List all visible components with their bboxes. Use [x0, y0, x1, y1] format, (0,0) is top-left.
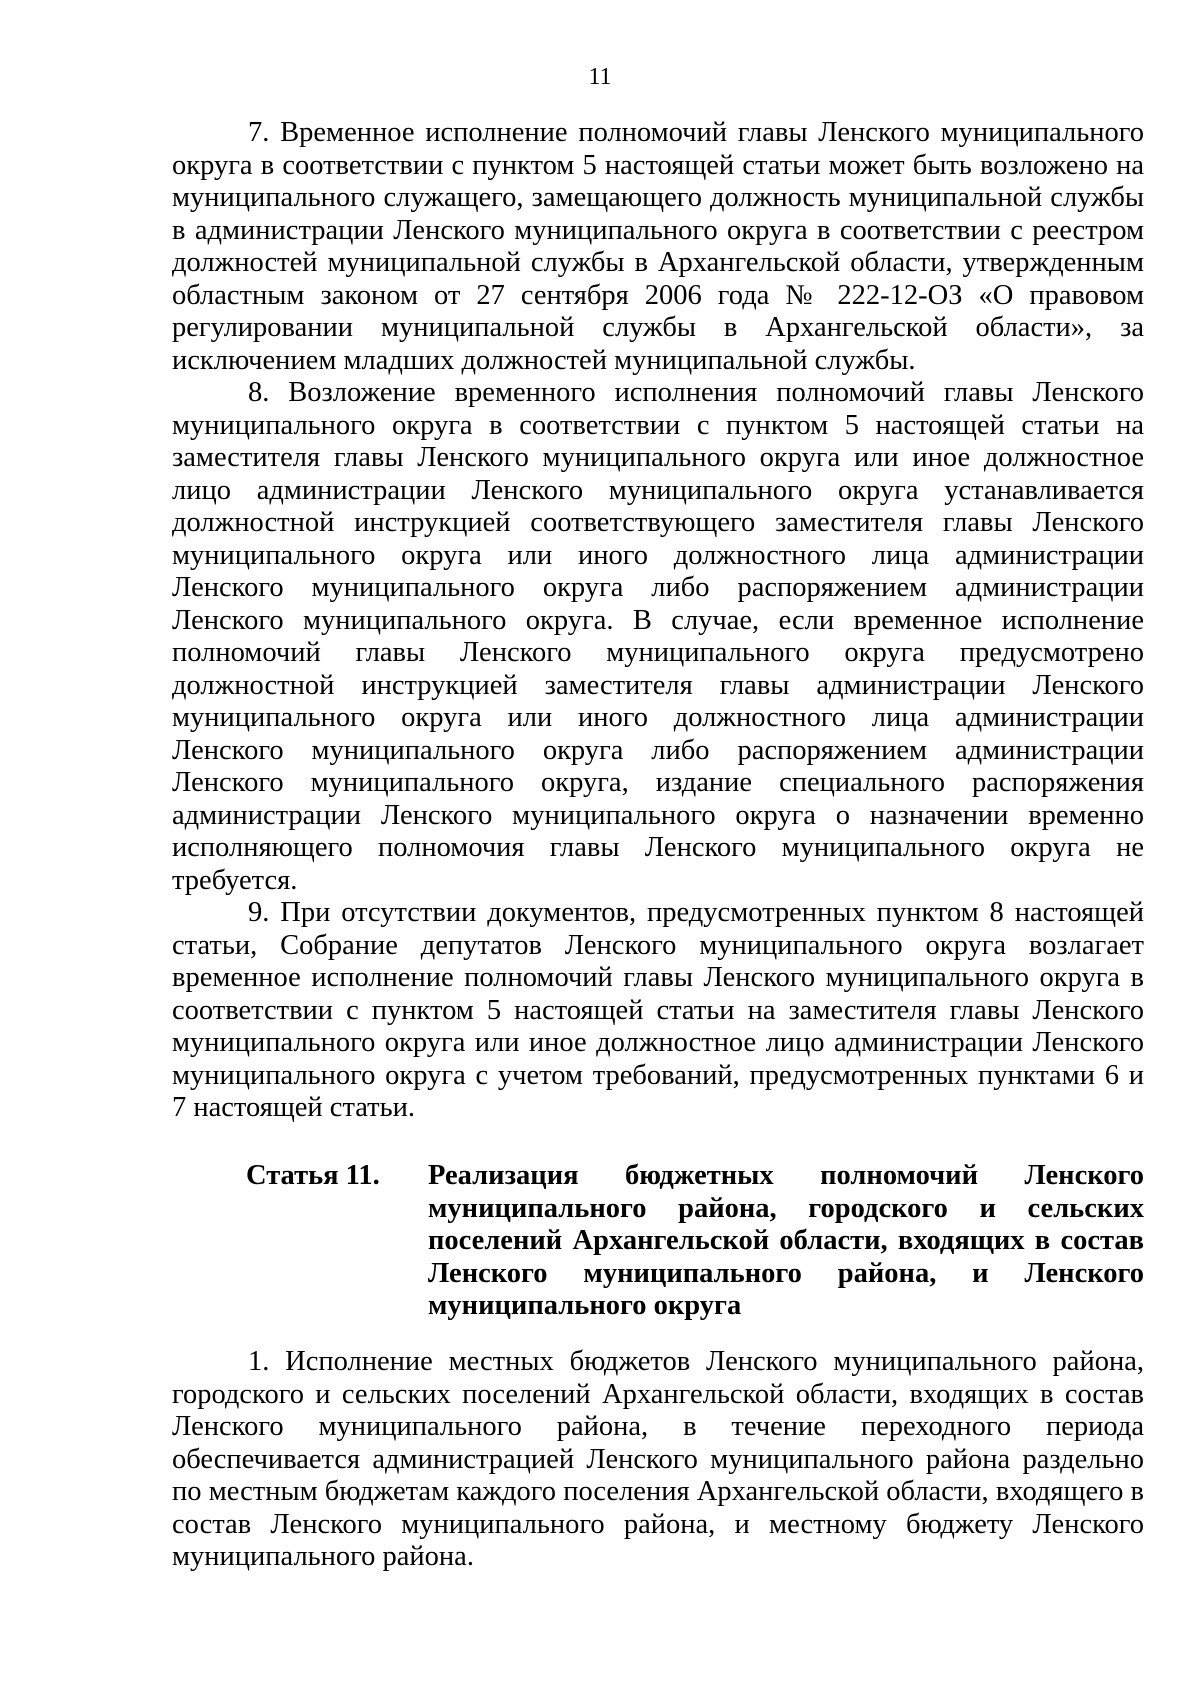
document-body-bottom	[172, 1346, 1144, 1574]
paragraph-7: 7. Временное исполнение полномочий главы Ленского муниципального округа в соответствии с пунктом 5 настоящей статьи может быть возложено на муниципального служащего, замещающего должность муниципальной службы в администрации Ленского муниципального округа в соответствии с реестром должностей муниципальной службы в Архангельской области, утвержденным областным законом от 27 сентября 2006 года № 222-12-ОЗ «О правовом регулировании муниципальной службы в Архангельской области», за исключением младших должностей муниципальной службы.	[172, 117, 1144, 376]
article-label: Статья 11.	[246, 1160, 380, 1191]
paragraph-8: 8. Возложение временного исполнения полномочий главы Ленского муниципального округа в соответствии с пунктом 5 настоящей статьи на заместителя главы Ленского муниципального округа или иное должностное лицо администрации Ленского муниципального округа устанавливается должностной инструкцией соответствующего заместителя главы Ленского муниципального округа или иного должностного лица администрации Ленского муниципального округа либо распоряжением администрации Ленского муниципального округа. В случае, если временное исполнение полномочий главы Ленского муниципального округа предусмотрено должностной инструкцией заместителя главы администрации Ленского муниципального округа или иного должностного лица администрации Ленского муниципального округа либо распоряжением администрации Ленского муниципального округа, издание специального распоряжения администрации Ленского муниципального округа о назначении временно исполняющего полномочия главы Ленского муниципального округа не требуется.	[172, 377, 1144, 896]
article-title: Реализация бюджетных полномочий Ленского муниципального района, городского и сельских поселений Архангельской области, входящих в состав Ленского муниципального района, и Ленского муниципального округа	[428, 1160, 1144, 1321]
page-number: 11	[588, 64, 612, 90]
article-11-paragraph-1: 1. Исполнение местных бюджетов Ленского муниципального района, городского и сельских поселений Архангельской области, входящих в состав Ленского муниципального района, в течение переходного периода обеспечивается администрацией Ленского муниципального района раздельно по местным бюджетам каждого поселения Архангельской области, входящего в состав Ленского муниципального района, и местному бюджету Ленского муниципального района.	[172, 1346, 1144, 1572]
paragraph-9: 9. При отсутствии документов, предусмотренных пунктом 8 настоящей статьи, Собрание депутатов Ленского муниципального округа возлагает временное исполнение полномочий главы Ленского муниципального округа в соответствии с пунктом 5 настоящей статьи на заместителя главы Ленского муниципального округа или иное должностное лицо администрации Ленского муниципального округа с учетом требований, предусмотренных пунктами 6 и 7 настоящей статьи.	[172, 897, 1144, 1123]
document-body-top	[172, 117, 1144, 1125]
